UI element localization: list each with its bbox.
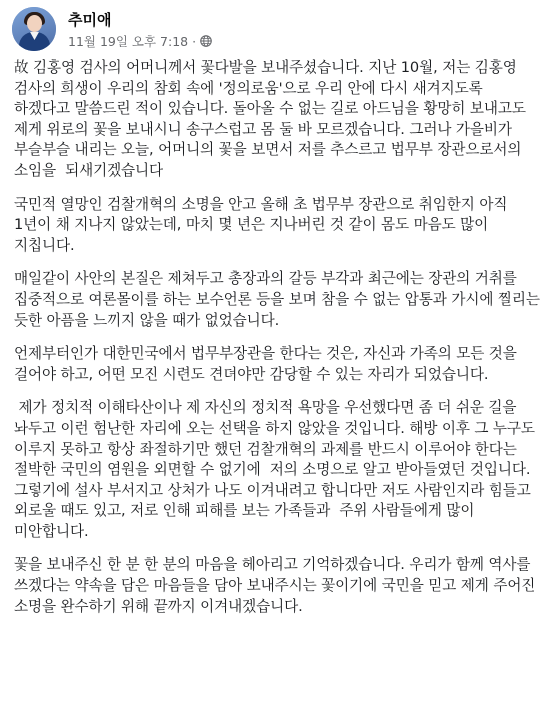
post-body — [14, 58, 545, 630]
post-paragraph: 언제부터인가 대한민국에서 법무부장관을 한다는 것은, 자신과 가족의 모든 것을 걸어야 하고, 어떤 모진 시련도 견뎌야만 감당할 수 있는 자리가 되었습니다. — [14, 345, 522, 383]
post-paragraph: 꽃을 보내주신 한 분 한 분의 마음을 헤아리고 기억하겠습니다. 우리가 함께 역사를 쓰겠다는 약속을 담은 마음들을 담아 보내주시는 꽃이기에 국민을 믿고 제게 주어진 소명을 완수하기 위해 끝까지 이겨내겠습니다. — [14, 556, 540, 615]
post-paragraph: 매일같이 사안의 본질은 제쳐두고 총장과의 갈등 부각과 최근에는 장관의 거취를 집중적으로 여론몰이를 하는 보수언론 등을 보며 참을 수 없는 압통과 가시에 찔리는 듯한 아픔을 느끼지 않을 때가 없었습니다. — [14, 270, 545, 329]
globe-icon[interactable] — [200, 35, 212, 47]
post-time-row — [68, 33, 212, 50]
post-header — [12, 4, 212, 54]
post-timestamp[interactable]: 11월 19일 오후 7:18 — [68, 33, 189, 49]
author-name[interactable]: 추미애 — [68, 10, 112, 29]
post-paragraph: 故 김홍영 검사의 어머니께서 꽃다발을 보내주셨습니다. 지난 10월, 저는 김홍영 검사의 희생이 우리의 참회 속에 '정의로움'으로 우리 안에 다시 새겨지도록 하겠다고 말씀드린 적이 있습니다. 돌아올 수 없는 길로 아드님을 황망히 보내고도 제게 위로의 꽃을 보내시니 송구스럽고 몸 둘 바 모르겠습니다. 그러나 가을비가 부슬부슬 내리는 오늘, 어머니의 꽃을 보면서 저를 추스르고 법무부 장관으로서의 소임을 되새기겠습니다 — [14, 59, 531, 179]
author-avatar[interactable] — [12, 7, 56, 51]
separator-dot: · — [192, 33, 197, 49]
post-meta — [68, 11, 212, 50]
post-paragraph: 국민적 열망인 검찰개혁의 소명을 안고 올해 초 법무부 장관으로 취임한지 아직 1년이 채 지나지 않았는데, 마치 몇 년은 지나버린 것 같이 몸도 마음도 많이 지칩니다. — [14, 195, 512, 254]
post-paragraph: 제가 정치적 이해타산이나 제 자신의 정치적 욕망을 우선했다면 좀 더 쉬운 길을 놔두고 이런 험난한 자리에 오는 선택을 하지 않았을 것입니다. 해방 이후 그 누구도 이루지 못하고 항상 좌절하기만 했던 검찰개혁의 과제를 반드시 이루어야 한다는 절박한 국민의 염원을 외면할 수 없기에 저의 소명으로 알고 받아들였던 것입니다. 그렇기에 설사 부서지고 상처가 나도 이겨내려고 합니다만 저도 사람인지라 힘들고 외로울 때도 있고, 저로 인해 피해를 보는 가족들과 주위 사람들에게 많이 미안합니다. — [14, 399, 540, 540]
